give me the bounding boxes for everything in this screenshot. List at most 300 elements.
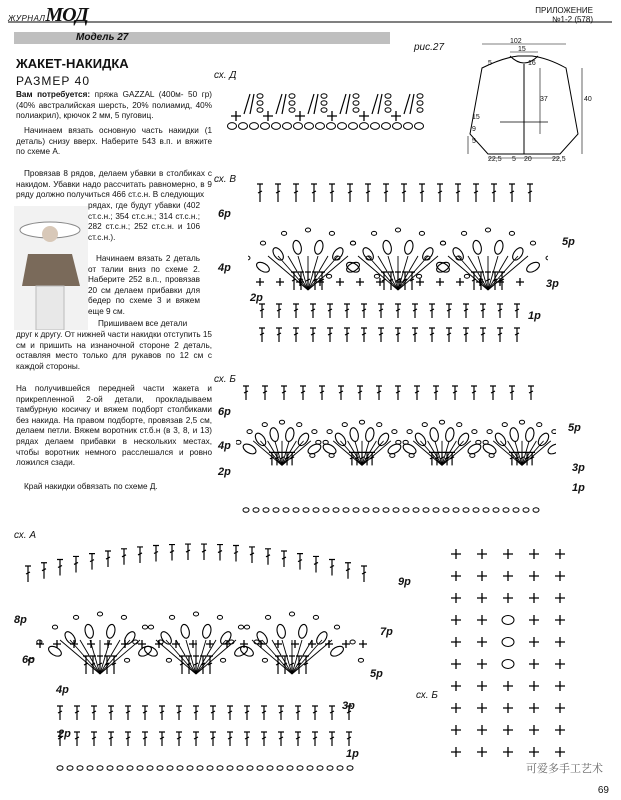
ch-symbol (217, 766, 223, 771)
ch-symbol (147, 766, 153, 771)
ch-symbol (273, 508, 279, 513)
sc-symbol (477, 681, 487, 691)
v-row-4: 4р (218, 262, 231, 274)
sc-symbol (555, 703, 565, 713)
dc-symbol (272, 640, 292, 674)
dc-symbol (308, 94, 318, 114)
ch-symbol (253, 508, 259, 513)
puff-symbol (255, 260, 271, 274)
dc-symbol (358, 256, 398, 290)
a-row-5: 5р (370, 668, 383, 680)
ch-symbol (374, 274, 379, 278)
scheme-b-label: сх. Б (214, 374, 236, 385)
a-row-7: 7р (380, 626, 393, 638)
ch-symbol (371, 123, 380, 130)
dc-symbol (365, 184, 371, 202)
ch-symbol (257, 94, 263, 99)
b-row-4: 4р (218, 440, 231, 452)
ch-symbol (157, 766, 163, 771)
dc-symbol (395, 328, 401, 342)
sc-symbol (516, 278, 524, 286)
dc-symbol (243, 386, 249, 400)
dc-symbol (278, 706, 284, 720)
a-row-9: 9р (398, 576, 411, 588)
ch-symbol (272, 123, 281, 130)
dc-symbol (74, 732, 80, 746)
scheme-b2-grid (446, 544, 576, 764)
dc-symbol (25, 566, 31, 582)
ch-symbol (417, 101, 423, 106)
ch-symbol (257, 766, 263, 771)
paragraph-3: Начинаем вязать 2 деталь от талии вниз по схеме 2. Наберите 252 в.п., провязав 20 см делаем прибавки для бедер по схеме 3 и вяжем еще 9 см. (88, 254, 200, 316)
dc-symbol (196, 640, 216, 674)
sc-symbol (206, 640, 214, 648)
ch-symbol (417, 94, 423, 99)
ch-symbol (228, 123, 237, 130)
dc-symbol (100, 640, 140, 674)
ch-symbol (137, 766, 143, 771)
ch-symbol (373, 508, 379, 513)
ch-symbol (377, 423, 382, 427)
dc-symbol (153, 546, 159, 562)
sc-symbol (529, 593, 539, 603)
sc-symbol (477, 703, 487, 713)
v-row-2: 2р (250, 292, 263, 304)
dc-symbol (428, 441, 442, 465)
page-number: 69 (597, 785, 609, 796)
dc-symbol (528, 386, 534, 400)
dc-symbol (57, 706, 63, 720)
dc-symbol (196, 640, 236, 674)
ch-symbol (392, 430, 397, 434)
ch-symbol (303, 508, 309, 513)
dc-symbol (491, 184, 497, 202)
sc-symbol (376, 278, 384, 286)
dc-symbol (159, 706, 165, 720)
dc-symbol (368, 256, 398, 290)
ch-symbol (220, 658, 225, 662)
fig-top-width: 102 (510, 38, 522, 45)
ch-symbol (277, 766, 283, 771)
ch-symbol (67, 766, 73, 771)
dc-symbol (89, 554, 95, 570)
dc-symbol (125, 732, 131, 746)
ch-symbol (321, 101, 327, 106)
dc-symbol (108, 732, 114, 746)
dc-symbol (471, 386, 477, 400)
dc-symbol (433, 386, 439, 400)
dc-symbol (345, 563, 351, 579)
ch-symbol (343, 508, 349, 513)
sc-symbol (529, 747, 539, 757)
dc-symbol (340, 94, 350, 114)
fig-bottom-left: 22,5 (488, 156, 502, 163)
b-row-3: 3р (572, 462, 585, 474)
ch-symbol (217, 615, 222, 619)
ch-symbol (142, 625, 147, 629)
dc-symbol (227, 732, 233, 746)
dc-symbol (490, 386, 496, 400)
dc-symbol (329, 184, 335, 202)
sc-symbol (477, 571, 487, 581)
dc-symbol (249, 547, 255, 563)
dc-symbol (452, 386, 458, 400)
puff-symbol (403, 240, 414, 255)
dc-symbol (488, 256, 518, 290)
dc-symbol (276, 304, 282, 318)
fig-bottom-mid2: 20 (524, 156, 532, 163)
sc-symbol (477, 615, 487, 625)
dc-symbol (509, 184, 515, 202)
ch-symbol (530, 241, 535, 245)
dc-symbol (448, 256, 488, 290)
ch-symbol (363, 508, 369, 513)
ch-symbol (385, 108, 391, 113)
page-title: ЖАКЕТ-НАКИДКА (16, 56, 129, 71)
dc-symbol (329, 706, 335, 720)
ch-symbol (289, 108, 295, 113)
puff-symbol (511, 246, 526, 262)
dc-symbol (361, 566, 367, 582)
sc-symbol (276, 278, 284, 286)
ch-symbol (316, 123, 325, 130)
fig-left-c: 5 (472, 138, 476, 145)
ch-symbol (244, 625, 249, 629)
ch-symbol (293, 508, 299, 513)
puff-symbol (313, 240, 324, 255)
ch-symbol (334, 625, 339, 629)
dc-symbol (308, 256, 328, 290)
dc-symbol (378, 304, 384, 318)
v-row-1: 1р (528, 310, 541, 322)
dc-symbol (313, 556, 319, 572)
dc-symbol (60, 640, 100, 674)
ch-symbol (533, 508, 539, 513)
dc-symbol (125, 706, 131, 720)
ch-symbol (97, 612, 102, 616)
dc-symbol (442, 441, 456, 465)
sc-symbol (555, 681, 565, 691)
sc-symbol (503, 703, 513, 713)
sc-symbol (477, 725, 487, 735)
ch-symbol (257, 101, 263, 106)
dc-symbol (378, 328, 384, 342)
sc-symbol (451, 681, 461, 691)
dc-symbol (244, 706, 250, 720)
ch-symbol (73, 615, 78, 619)
paragraph-1: Начинаем вязать основную часть накидки (1 деталь) снизу вверх. Наберите 543 в.п. и вяжите по схеме А. (16, 126, 212, 157)
dc-symbol (514, 304, 520, 318)
sc-symbol (451, 549, 461, 559)
dc-symbol (473, 184, 479, 202)
size-line: РАЗМЕР 40 (16, 74, 91, 88)
sc-symbol (555, 725, 565, 735)
dc-symbol (480, 304, 486, 318)
ch-symbol (453, 508, 459, 513)
dc-symbol (57, 560, 63, 576)
ch-symbol (519, 420, 524, 424)
ch-symbol (297, 766, 303, 771)
ch-symbol (307, 766, 313, 771)
ch-symbol (187, 766, 193, 771)
puff-symbol (546, 442, 556, 456)
dc-symbol (293, 304, 299, 318)
dc-symbol (414, 386, 420, 400)
ch-symbol (403, 508, 409, 513)
ch-symbol (413, 508, 419, 513)
dc-symbol (210, 706, 216, 720)
a-row-1: 1р (346, 748, 359, 760)
sc-symbol (529, 703, 539, 713)
ch-symbol (382, 123, 391, 130)
puff-symbol (509, 427, 520, 442)
sc-symbol (477, 593, 487, 603)
dc-symbol (142, 732, 148, 746)
sc-symbol (451, 747, 461, 757)
ch-symbol (305, 228, 310, 232)
scheme-v-chart (248, 182, 548, 352)
sc-symbol (327, 111, 337, 121)
ch-symbol (349, 123, 358, 130)
dc-symbol (169, 545, 175, 561)
v-row-3: 3р (546, 278, 559, 290)
ch-symbol (439, 420, 444, 424)
paragraph-3-cont: Пришиваем все детали (98, 319, 188, 328)
sc-symbol (342, 640, 350, 648)
sc-symbol (451, 593, 461, 603)
dc-symbol (446, 328, 452, 342)
dc-symbol (329, 732, 335, 746)
ch-symbol (265, 615, 270, 619)
sc-symbol (451, 703, 461, 713)
ch-symbol (353, 101, 359, 106)
dc-symbol (401, 184, 407, 202)
ch-symbol (358, 658, 363, 662)
dc-symbol (522, 441, 536, 465)
dc-symbol (244, 94, 254, 114)
sc-symbol (529, 637, 539, 647)
sc-symbol (555, 549, 565, 559)
dc-symbol (413, 441, 442, 465)
dc-symbol (201, 544, 207, 560)
puff-symbol (329, 644, 345, 658)
scheme-d-chart (226, 86, 426, 136)
ch-symbol (342, 423, 347, 427)
dc-symbol (121, 549, 127, 565)
dc-symbol (357, 386, 363, 400)
dc-symbol (268, 441, 282, 465)
ch-symbol (289, 94, 295, 99)
dc-symbol (327, 304, 333, 318)
dc-symbol (252, 640, 292, 674)
magazine-logo: ЖУРНАЛМОД (8, 4, 88, 26)
puff-symbol (284, 427, 295, 442)
dc-symbol (480, 328, 486, 342)
dc-symbol (419, 184, 425, 202)
scheme-a-chart (20, 536, 400, 776)
puff-symbol (444, 427, 455, 442)
ch-symbol (197, 766, 203, 771)
ch-symbol (323, 508, 329, 513)
dc-symbol (159, 732, 165, 746)
ch-symbol (166, 658, 171, 662)
puff-symbol (297, 624, 308, 639)
ch-symbol (503, 508, 509, 513)
ch-symbol (294, 123, 303, 130)
dc-symbol (288, 256, 308, 290)
dc-symbol (488, 256, 528, 290)
ch-symbol (353, 94, 359, 99)
sc-symbol (223, 640, 231, 648)
fig-neck: 15 (518, 46, 526, 53)
ch-symbol (261, 123, 270, 130)
dc-symbol (312, 706, 318, 720)
dc-symbol (372, 94, 382, 114)
ch-symbol (321, 94, 327, 99)
puff-symbol (435, 260, 451, 274)
ch-symbol (327, 123, 336, 130)
scheme-b2-label: сх. Б (416, 690, 438, 701)
dc-symbol (275, 184, 281, 202)
paragraph-2-cont: рядах, где будут убавки (402 ст.с.н.; 354 ст.с.н.; 314 ст.с.н.; 282 ст.с.н.; 252 ст.с.н. и 106 ст.с.н.). (88, 201, 200, 242)
dc-symbol (244, 732, 250, 746)
puff-symbol (292, 240, 303, 255)
dc-symbol (310, 304, 316, 318)
fig-left-b: 9 (472, 126, 476, 133)
dc-symbol (398, 256, 418, 290)
dc-symbol (262, 386, 268, 400)
ch-symbol (227, 766, 233, 771)
ch-symbol (279, 420, 284, 424)
fig-bottom-mid1: 5 (512, 156, 516, 163)
paragraph-5: На получившейся передней части жакета и прикрепленной 2-ой детали, прокладываем тамбурную косичку и вяжем подборт столбиками без накида. На правом подборте, провязав 2,5 см, делаем петли. Вяжем воротник ст.б.н (в 3, 8, и 13) рядах делаем прибавки в нескольких местах, чтобы воротник немного расслешался и ровно ложился сзади. (16, 384, 212, 468)
puff-symbol (361, 246, 376, 262)
watermark: 可爱多手工艺术 (526, 763, 603, 775)
dc-symbol (193, 732, 199, 746)
dc-symbol (398, 256, 428, 290)
puff-symbol (253, 431, 268, 447)
dc-symbol (233, 546, 239, 562)
ch-symbol (353, 508, 359, 513)
dc-symbol (73, 556, 79, 572)
sc-symbol (555, 593, 565, 603)
ch-symbol (537, 423, 542, 427)
ch-symbol (97, 766, 103, 771)
dc-symbol (282, 441, 311, 465)
sc-symbol (555, 571, 565, 581)
dc-symbol (137, 547, 143, 563)
puff-symbol (105, 624, 116, 639)
sc-symbol (416, 278, 424, 286)
sc-symbol (391, 111, 401, 121)
ch-symbol (247, 766, 253, 771)
ch-symbol (416, 274, 421, 278)
puff-symbol (524, 427, 535, 442)
ch-symbol (287, 766, 293, 771)
figure-label: рис.27 (414, 42, 445, 53)
ch-symbol (502, 660, 514, 669)
sc-symbol (325, 640, 333, 648)
ch-symbol (243, 508, 249, 513)
ch-symbol (169, 615, 174, 619)
dc-symbol (344, 304, 350, 318)
dc-symbol (344, 328, 350, 342)
puff-symbol (472, 240, 483, 255)
dc-symbol (311, 184, 317, 202)
sc-symbol (555, 747, 565, 757)
ch-symbol (238, 625, 243, 629)
ch-symbol (107, 766, 113, 771)
ch-symbol (263, 508, 269, 513)
dc-symbol (312, 732, 318, 746)
ch-symbol (464, 274, 469, 278)
ch-symbol (423, 508, 429, 513)
sc-symbol (359, 111, 369, 121)
ch-symbol (552, 430, 556, 434)
ch-symbol (87, 766, 93, 771)
ch-symbol (283, 123, 292, 130)
dc-symbol (376, 386, 382, 400)
ch-symbol (433, 508, 439, 513)
a-row-3: 3р (342, 700, 355, 712)
puff-symbol (84, 624, 95, 639)
ch-symbol (463, 508, 469, 513)
ch-symbol (257, 108, 263, 113)
dc-symbol (338, 386, 344, 400)
a-row-8: 8р (14, 614, 27, 626)
sc-symbol (436, 278, 444, 286)
dc-symbol (348, 441, 362, 465)
dc-symbol (297, 554, 303, 570)
dc-symbol (329, 560, 335, 576)
garment-figure (454, 38, 594, 166)
puff-symbol (429, 427, 440, 442)
sc-symbol (456, 278, 464, 286)
ch-symbol (327, 766, 333, 771)
dc-symbol (185, 544, 191, 560)
dc-symbol (395, 386, 401, 400)
dc-symbol (362, 441, 391, 465)
ch-symbol (353, 108, 359, 113)
fig-height: 40 (584, 96, 592, 103)
ch-symbol (371, 231, 376, 235)
ch-symbol (502, 616, 514, 625)
dc-symbol (327, 328, 333, 342)
dc-symbol (268, 256, 308, 290)
dc-symbol (281, 551, 287, 567)
appendix-label: ПРИЛОЖЕНИЕ №1-2 (578) (535, 6, 593, 24)
puff-symbol (201, 624, 212, 639)
ch-symbol (415, 123, 424, 130)
puff-symbol (456, 431, 471, 447)
dc-symbol (142, 706, 148, 720)
sc-symbol (529, 725, 539, 735)
dc-symbol (497, 304, 503, 318)
ch-symbol (385, 94, 391, 99)
sc-symbol (451, 725, 461, 735)
model-photo (14, 206, 88, 330)
dc-symbol (276, 94, 286, 114)
dc-symbol (398, 256, 438, 290)
ch-symbol (337, 766, 343, 771)
ch-symbol (502, 638, 514, 647)
ch-symbol (267, 766, 273, 771)
ch-symbol (395, 228, 400, 232)
ch-symbol (289, 101, 295, 106)
puff-symbol (536, 431, 551, 447)
dc-symbol (217, 545, 223, 561)
ch-symbol (237, 766, 243, 771)
